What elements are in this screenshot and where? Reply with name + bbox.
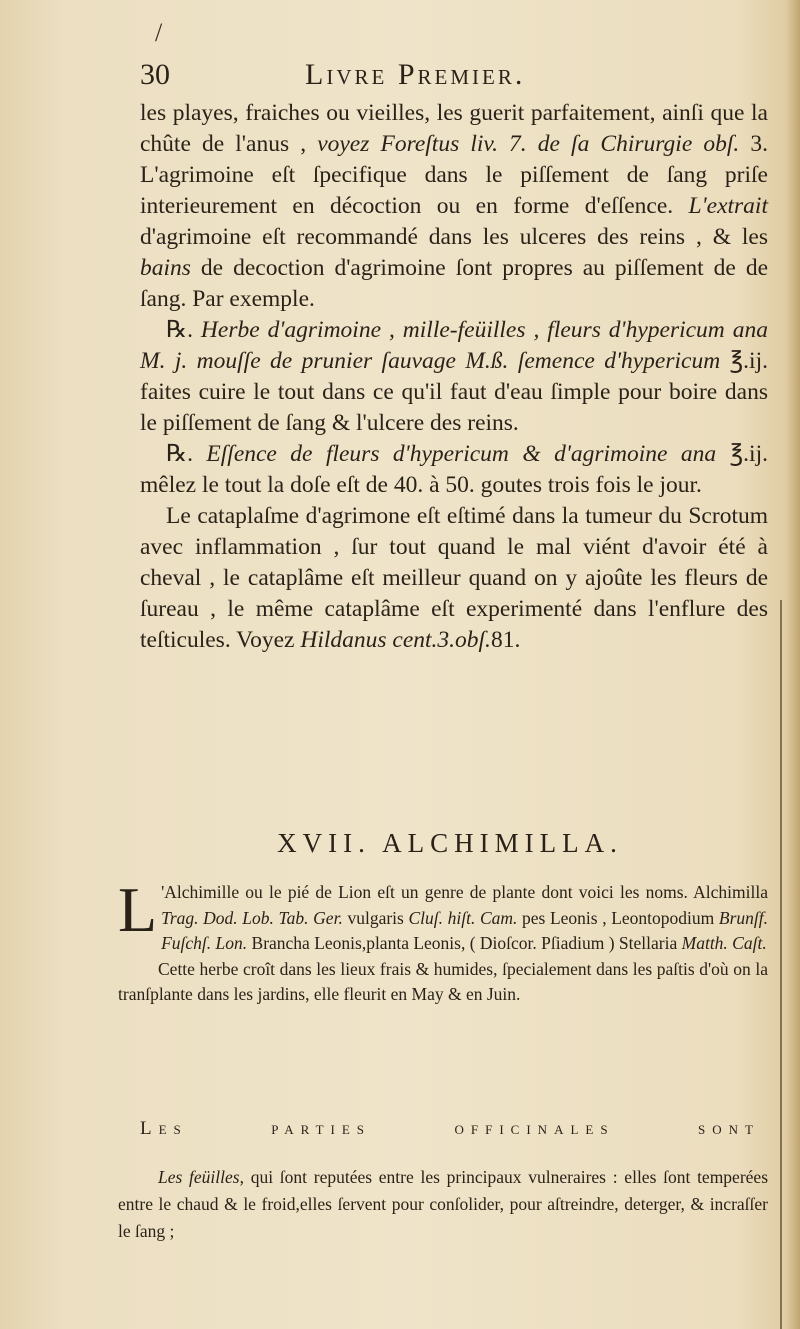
section-heading: XVII. ALCHIMILLA. (277, 828, 623, 858)
recipe-symbol: ℞. (166, 441, 207, 467)
paragraph-habitat: Cette herbe croît dans les lieux frais & humides, ſpecialement dans les paſtis d'où on la tranſplante dans les jardins, elle fleurit en May & en Juin. (118, 958, 768, 1004)
term-extrait: L'extrait (688, 193, 768, 219)
parts-heading: Les parties officinales sont (140, 1118, 760, 1139)
page-number: 30 (140, 58, 170, 91)
paragraph-feuilles: Les feüilles, qui ſont reputées entre les principaux vulneraires : elles ſont temperées entre le chaud & le froid,elles ſervent pour conſolider, pour aſtreindre, deterger, & incraſſer le ſang ; (118, 1167, 768, 1241)
term-bains: bains (140, 255, 191, 281)
recipe-symbol: ℞. (166, 317, 201, 343)
drop-cap: L (118, 874, 158, 945)
recipe-2: ℞. Eſſence de fleurs d'hypericum & d'agrimoine ana ℥.ij. mêlez le tout la doſe eſt de 40. à 50. goutes trois fois le jour. (140, 441, 768, 498)
paragraph-names: L 'Alchimille ou le pié de Lion eſt un genre de plante dont voici les noms. Alchimilla Trag. Dod. Lob. Tab. Ger. vulgaris Cluſ. hiſt. Cam. pes Leonis , Leontopodium Brunſf. Fuſchſ. Lon. Brancha Leonis,planta Leonis, ( Dioſcor. Pſiadium ) Stellaria Matth. Caſt. (118, 874, 768, 953)
page-gutter-line (780, 600, 782, 1329)
running-title: Livre Premier. (305, 58, 526, 91)
parts-text (118, 1164, 768, 1245)
page-edge-shadow (786, 0, 800, 1329)
folio-mark: / (155, 18, 163, 47)
alchimilla-description (118, 874, 768, 1008)
citation-hildanus: Hildanus cent.3.obſ. (300, 627, 491, 653)
paragraph-agrimoine: les playes, fraiches ou vieilles, les guerit parfaitement, ainſi que la chûte de l'anus , voyez Foreſtus liv. 7. de ſa Chirurgie obſ. 3. L'agrimoine eſt ſpecifique dans le piſſement de ſang priſe interieurement en décoction ou en forme d'eſſence. L'extrait d'agrimoine eſt recommandé dans les ulceres des reins , & les bains de decoction d'agrimoine ſont propres au piſſement de de ſang. Par exemple. (140, 100, 769, 312)
running-header (140, 58, 760, 98)
main-text (140, 98, 768, 656)
paragraph-cataplasme: Le cataplaſme d'agrimone eſt eſtimé dans la tumeur du Scrotum avec inflammation , ſur tout quand le mal viént d'avoir été à cheval , le cataplâme eſt meilleur quand on y ajoûte les fleurs de ſureau , le même cataplâme eſt experimenté dans l'enflure des teſticules. Voyez Hildanus cent.3.obſ.81. (140, 503, 768, 653)
citation-forestus: voyez Foreſtus liv. 7. de ſa Chirurgie obſ. (317, 131, 740, 157)
recipe-1: ℞. Herbe d'agrimoine , mille-feüilles , fleurs d'hypericum ana M. j. mouſſe de prunier ſauvage M.ß. ſemence d'hypericum ℥.ij. faites cuire le tout dans ce qu'il faut d'eau ſimple pour boire dans le piſſement de ſang & l'ulcere des reins. (140, 317, 768, 436)
